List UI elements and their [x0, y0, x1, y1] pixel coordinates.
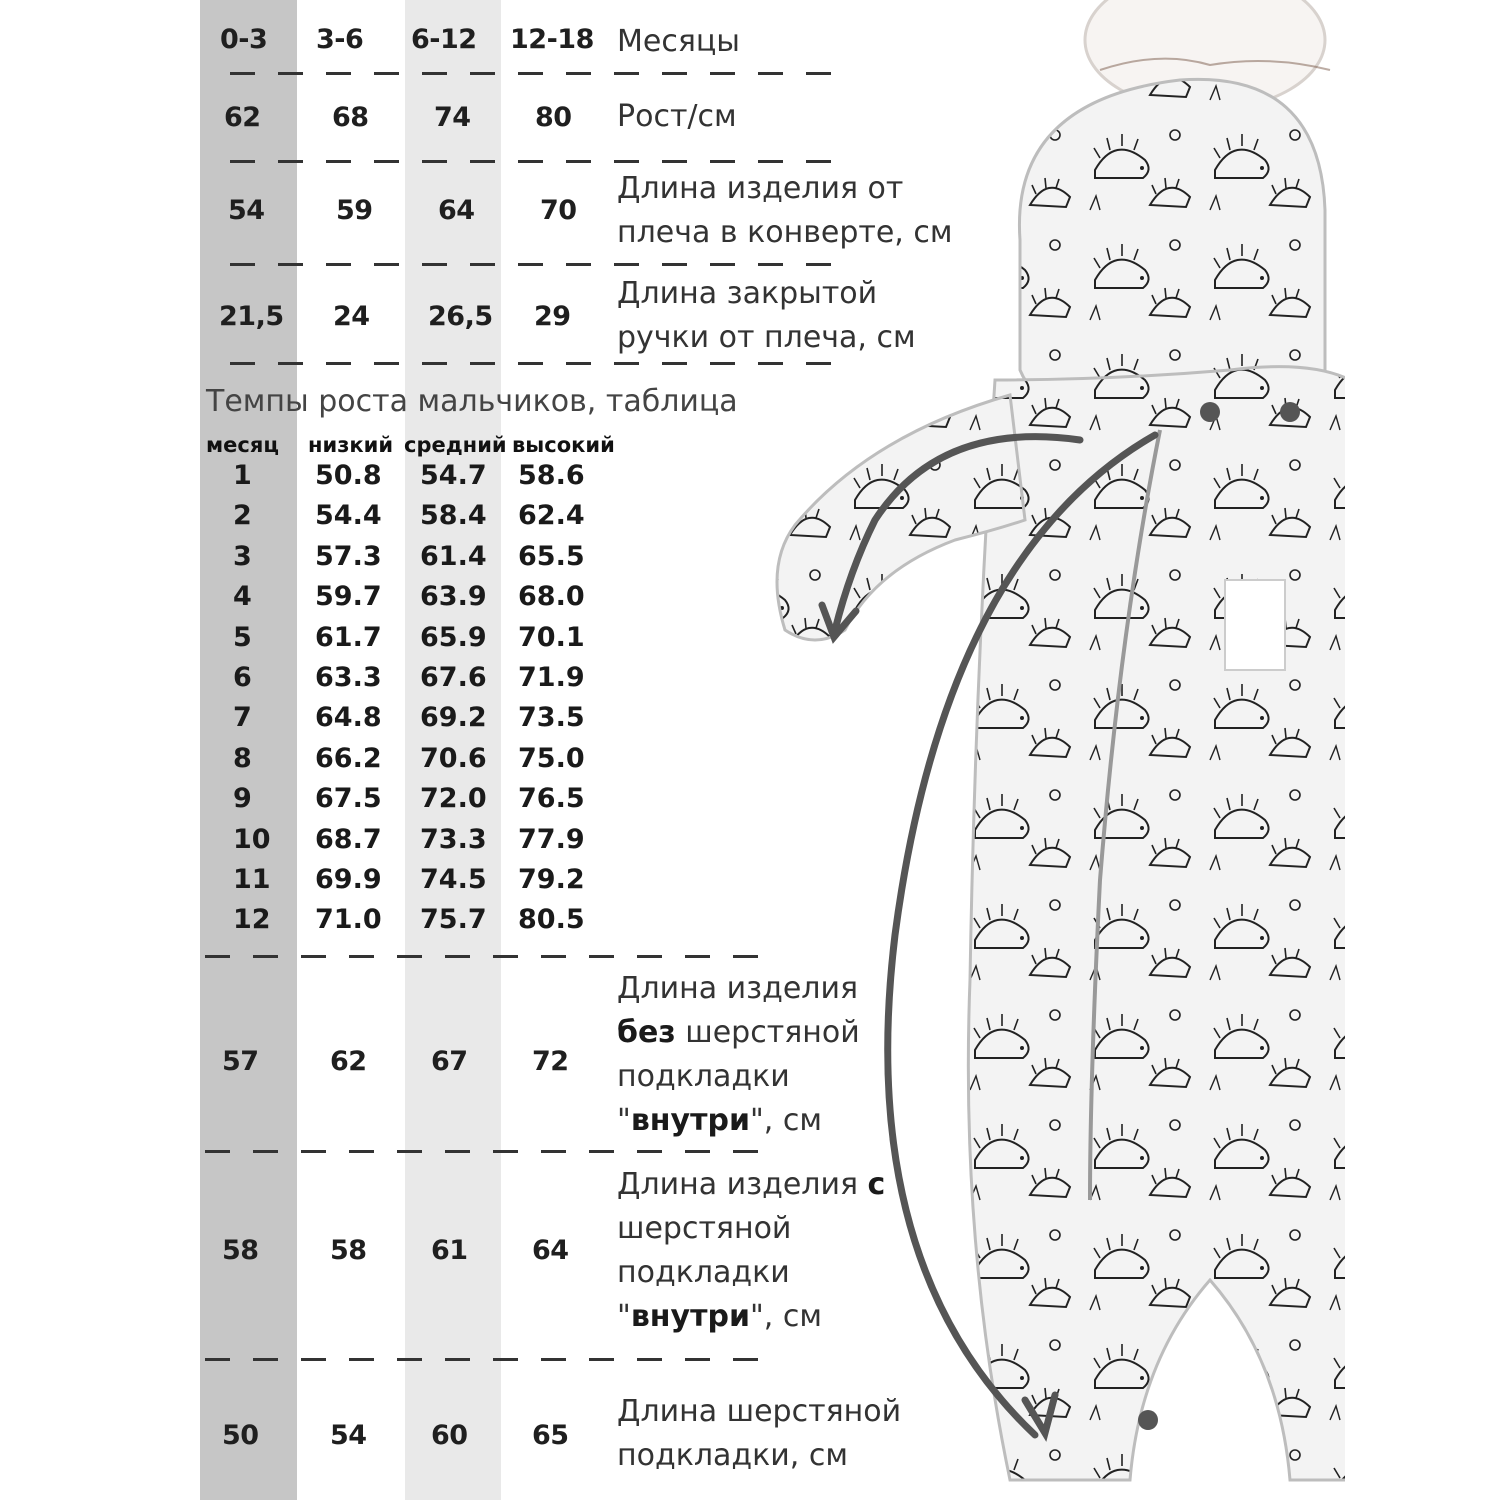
sleeve-label-1: Длина закрытой	[617, 276, 878, 311]
growth-value-cell: 71.9	[518, 662, 585, 693]
age-cell: 12-18	[510, 24, 594, 55]
growth-value-cell: 67.5	[315, 783, 382, 815]
growth-value-cell: 63.9	[420, 581, 487, 613]
len-no-lining-cell: 62	[330, 1046, 367, 1077]
len-with-lining-cell: 61	[431, 1235, 468, 1266]
growth-value-cell: 75.7	[420, 904, 487, 936]
growth-value-cell: 72.0	[420, 783, 487, 815]
sleeve-cell: 21,5	[219, 301, 284, 332]
length-env-cell: 70	[540, 195, 577, 226]
growth-header-month: месяц	[206, 433, 279, 457]
growth-value-cell: 67.6	[420, 662, 487, 693]
len-no-lining-cell: 72	[532, 1046, 569, 1077]
sleeve-cell: 29	[534, 301, 571, 332]
growth-value-cell: 57.3	[315, 540, 382, 572]
growth-value-cell: 73.3	[420, 823, 487, 855]
growth-value-cell: 54.4	[315, 500, 382, 532]
label-text: ", см	[749, 1103, 822, 1138]
label-text: шерстяной	[675, 1015, 860, 1050]
sleeve-label-2: ручки от плеча, см	[617, 320, 916, 355]
label-bold: внутри	[630, 1299, 750, 1334]
growth-month-cell: 4	[233, 581, 252, 613]
growth-value-cell: 66.2	[315, 742, 382, 774]
lining-len-cell: 54	[330, 1420, 367, 1451]
lining-len-cell: 50	[222, 1420, 259, 1451]
len-with-lining-cell: 58	[330, 1235, 367, 1266]
growth-value-cell: 65.5	[518, 540, 585, 572]
growth-value-cell: 76.5	[518, 783, 585, 815]
growth-month-cell: 1	[233, 460, 252, 491]
label-text: "	[617, 1103, 631, 1138]
length-env-label-1: Длина изделия от	[617, 171, 904, 206]
growth-value-cell: 77.9	[518, 823, 585, 855]
length-env-cell: 59	[336, 195, 373, 226]
growth-value-cell: 79.2	[518, 864, 585, 895]
growth-month-cell: 8	[233, 742, 252, 774]
growth-value-cell: 64.8	[315, 702, 382, 734]
label-line: подкладки	[617, 1059, 790, 1094]
growth-value-cell: 68.0	[518, 581, 585, 613]
height-cell: 68	[332, 102, 369, 133]
age-cell: 6-12	[411, 24, 477, 55]
growth-value-cell: 50.8	[315, 460, 382, 491]
length-env-label-2: плеча в конверте, см	[617, 215, 953, 250]
lining-len-label-1: Длина шерстяной	[617, 1394, 902, 1429]
growth-value-cell: 54.7	[420, 460, 487, 491]
len-with-lining-cell: 58	[222, 1235, 259, 1266]
growth-month-cell: 12	[233, 904, 271, 936]
growth-month-cell: 6	[233, 662, 252, 693]
growth-value-cell: 61.7	[315, 621, 382, 653]
growth-value-cell: 63.3	[315, 662, 382, 693]
length-env-cell: 64	[438, 195, 475, 226]
growth-month-cell: 3	[233, 540, 252, 572]
label-line: шерстяной	[617, 1211, 792, 1246]
label-line: подкладки	[617, 1255, 790, 1290]
growth-value-cell: 65.9	[420, 621, 487, 653]
growth-header-high: высокий	[512, 433, 615, 457]
growth-table-title: Темпы роста мальчиков, таблица	[206, 384, 738, 419]
growth-value-cell: 74.5	[420, 864, 487, 895]
label-line: Длина изделия	[617, 971, 859, 1006]
height-label: Рост/см	[617, 99, 737, 134]
growth-value-cell: 75.0	[518, 742, 585, 774]
label-bold: внутри	[630, 1103, 750, 1138]
growth-month-cell: 2	[233, 500, 252, 532]
growth-value-cell: 61.4	[420, 540, 487, 572]
growth-value-cell: 73.5	[518, 702, 585, 734]
growth-value-cell: 58.4	[420, 500, 487, 532]
len-no-lining-cell: 57	[222, 1046, 259, 1077]
growth-month-cell: 9	[233, 783, 252, 815]
len-no-lining-cell: 67	[431, 1046, 468, 1077]
months-label: Месяцы	[617, 24, 740, 59]
height-cell: 74	[434, 102, 471, 133]
label-bold: без	[617, 1015, 676, 1050]
growth-value-cell: 68.7	[315, 823, 382, 855]
growth-month-cell: 11	[233, 864, 271, 895]
label-text: ", см	[749, 1299, 822, 1334]
growth-value-cell: 69.2	[420, 702, 487, 734]
growth-value-cell: 71.0	[315, 904, 382, 936]
lining-len-label-2: подкладки, см	[617, 1438, 848, 1473]
height-cell: 80	[535, 102, 572, 133]
len-with-lining-cell: 64	[532, 1235, 569, 1266]
overall-illustration	[600, 0, 1345, 1500]
sleeve-cell: 26,5	[428, 301, 493, 332]
growth-value-cell: 58.6	[518, 460, 585, 491]
label-text: "	[617, 1299, 631, 1334]
growth-value-cell: 80.5	[518, 904, 585, 936]
label-bold: с	[867, 1167, 886, 1202]
growth-value-cell: 70.1	[518, 621, 585, 653]
growth-value-cell: 62.4	[518, 500, 585, 532]
height-cell: 62	[224, 102, 261, 133]
length-env-cell: 54	[228, 195, 265, 226]
growth-month-cell: 10	[233, 823, 271, 855]
lining-len-cell: 60	[431, 1420, 468, 1451]
growth-header-low: низкий	[308, 433, 394, 457]
growth-value-cell: 69.9	[315, 864, 382, 895]
sleeve-cell: 24	[333, 301, 370, 332]
label-text: Длина изделия	[617, 1167, 868, 1202]
growth-value-cell: 70.6	[420, 742, 487, 774]
growth-value-cell: 59.7	[315, 581, 382, 613]
growth-header-mid: средний	[404, 433, 507, 457]
age-cell: 0-3	[220, 24, 268, 55]
lining-len-cell: 65	[532, 1420, 569, 1451]
age-cell: 3-6	[316, 24, 364, 55]
growth-month-cell: 7	[233, 702, 252, 734]
growth-month-cell: 5	[233, 621, 252, 653]
